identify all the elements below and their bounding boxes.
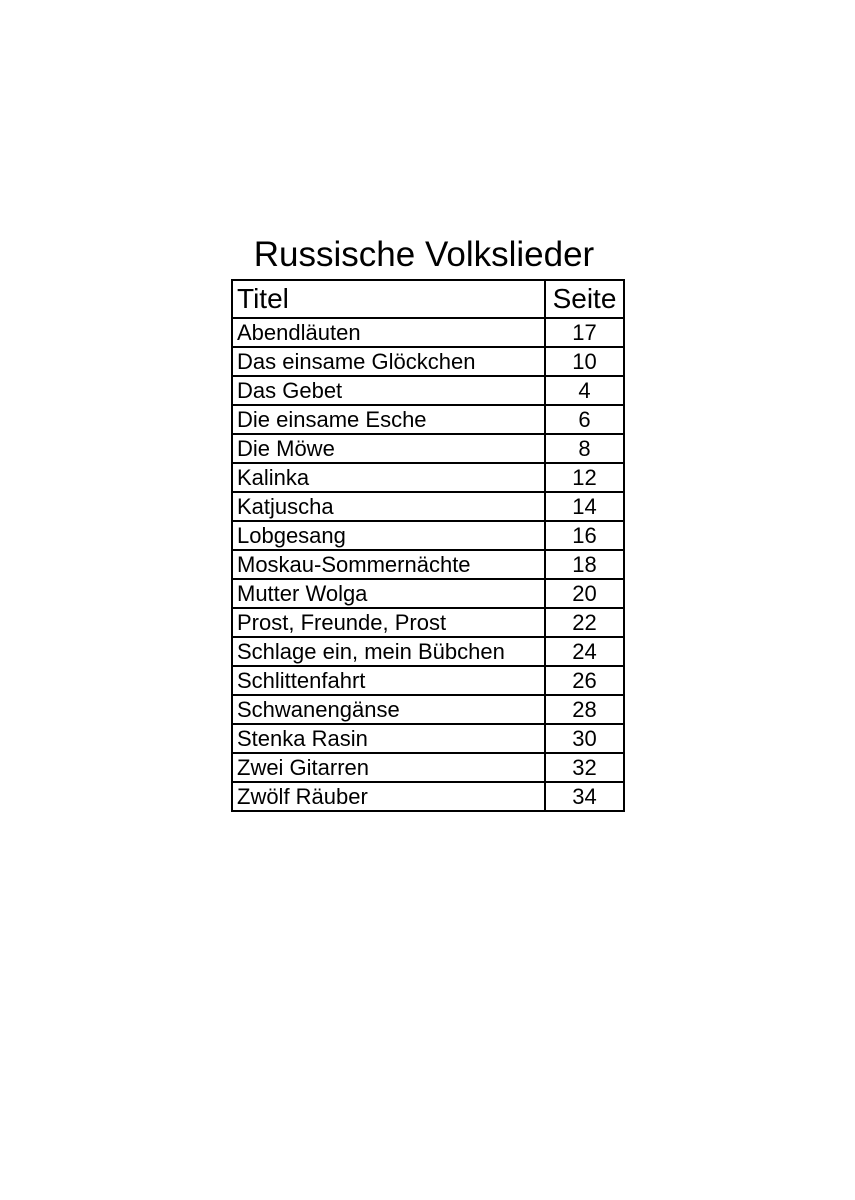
page-number-cell: 28 <box>545 695 624 724</box>
song-title-cell: Kalinka <box>232 463 545 492</box>
table-header-row <box>232 280 624 318</box>
column-header-title: Titel <box>232 280 545 318</box>
table-row <box>232 695 624 724</box>
song-title-cell: Katjuscha <box>232 492 545 521</box>
song-title-cell: Stenka Rasin <box>232 724 545 753</box>
song-title-cell: Moskau-Sommernächte <box>232 550 545 579</box>
song-title-cell: Die Möwe <box>232 434 545 463</box>
table-row <box>232 550 624 579</box>
song-title-cell: Schlage ein, mein Bübchen <box>232 637 545 666</box>
table-row <box>232 724 624 753</box>
table-row <box>232 666 624 695</box>
song-title-cell: Schwanengänse <box>232 695 545 724</box>
page-number-cell: 26 <box>545 666 624 695</box>
page-number-cell: 24 <box>545 637 624 666</box>
page-number-cell: 16 <box>545 521 624 550</box>
table-row <box>232 521 624 550</box>
song-title-cell: Lobgesang <box>232 521 545 550</box>
table-row <box>232 637 624 666</box>
table-row <box>232 318 624 347</box>
page-number-cell: 12 <box>545 463 624 492</box>
song-title-cell: Das Gebet <box>232 376 545 405</box>
table-row <box>232 347 624 376</box>
table-row <box>232 782 624 811</box>
table-row <box>232 753 624 782</box>
song-title-cell: Zwölf Räuber <box>232 782 545 811</box>
table-row <box>232 579 624 608</box>
table-row <box>232 492 624 521</box>
table-row <box>232 405 624 434</box>
page-number-cell: 20 <box>545 579 624 608</box>
page-number-cell: 17 <box>545 318 624 347</box>
page-number-cell: 10 <box>545 347 624 376</box>
song-title-cell: Schlittenfahrt <box>232 666 545 695</box>
page-number-cell: 4 <box>545 376 624 405</box>
song-title-cell: Die einsame Esche <box>232 405 545 434</box>
page-title: Russische Volkslieder <box>253 235 595 274</box>
page-number-cell: 8 <box>545 434 624 463</box>
column-header-page: Seite <box>545 280 624 318</box>
page-number-cell: 22 <box>545 608 624 637</box>
page-number-cell: 6 <box>545 405 624 434</box>
table-row <box>232 376 624 405</box>
page-number-cell: 18 <box>545 550 624 579</box>
song-title-cell: Mutter Wolga <box>232 579 545 608</box>
page-number-cell: 14 <box>545 492 624 521</box>
song-title-cell: Abendläuten <box>232 318 545 347</box>
song-title-cell: Zwei Gitarren <box>232 753 545 782</box>
table-row <box>232 608 624 637</box>
page-number-cell: 32 <box>545 753 624 782</box>
table-of-contents <box>231 279 625 812</box>
table-row <box>232 434 624 463</box>
table-row <box>232 463 624 492</box>
page-number-cell: 34 <box>545 782 624 811</box>
song-title-cell: Prost, Freunde, Prost <box>232 608 545 637</box>
table-body <box>232 318 624 811</box>
page-number-cell: 30 <box>545 724 624 753</box>
song-title-cell: Das einsame Glöckchen <box>232 347 545 376</box>
